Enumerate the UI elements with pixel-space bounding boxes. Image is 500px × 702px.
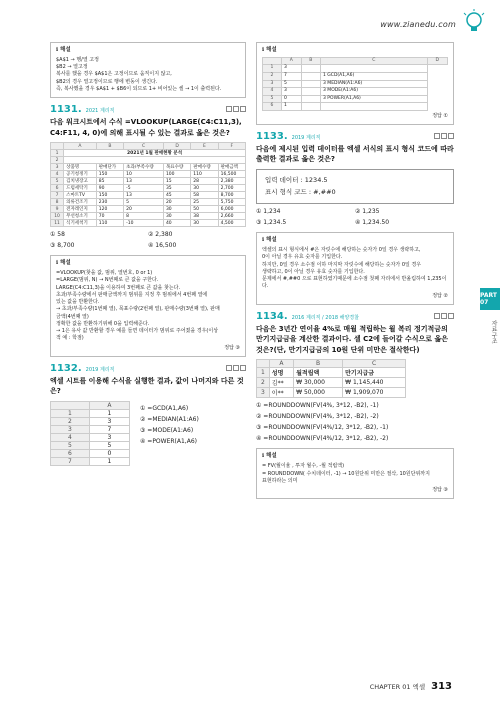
line: 금액(4번째 열): [56, 313, 89, 320]
line: =LARGE(범위, N) → N번째로 큰 값을 구한다.: [56, 277, 159, 284]
side-label: 자료구조: [490, 320, 497, 344]
cell: 45: [163, 192, 190, 199]
question-header-1131: [50, 104, 246, 115]
option[interactable]: ③ =MODE(A1:A6): [140, 426, 194, 434]
explanation-title: ℹ 해설: [262, 237, 277, 244]
table-row: 3 7: [51, 425, 130, 433]
cell: 6,000: [218, 206, 245, 213]
line: = FV(월이율 , 투자 월수, -월 적립액): [262, 463, 345, 470]
cell: 38: [191, 213, 218, 220]
cell: 35: [163, 185, 190, 192]
option[interactable]: ① =ROUNDDOWN(FV(4%, 3*12, -B2), -1): [256, 402, 379, 410]
sheet-title: 2021년 1월 판매현황 분석: [64, 150, 246, 157]
cell: 70: [96, 213, 123, 220]
row-header: 4: [263, 88, 282, 96]
cell: 3: [89, 417, 129, 425]
input-data-box: [256, 169, 454, 204]
explanation-title: ℹ 해설: [56, 260, 71, 267]
cell: 30: [191, 220, 218, 227]
check-boxes[interactable]: [434, 133, 454, 139]
cell: 150: [96, 171, 123, 178]
footer: [370, 681, 452, 692]
answer: 정답 ②: [432, 292, 448, 299]
question-year: 2019 계리직: [291, 134, 321, 141]
cell: -10: [124, 220, 164, 227]
question-header-1134: [256, 311, 454, 322]
cell: 85: [96, 178, 123, 185]
options-1131: [50, 231, 246, 249]
option[interactable]: ④ =POWER(A1,A6): [140, 437, 197, 445]
table-row: 4 공기청정기 150 10 100 110 16,500: [51, 171, 246, 178]
cell: 전자레인지: [64, 206, 97, 213]
cell: 28: [191, 178, 218, 185]
option[interactable]: ③ 8,700: [50, 242, 75, 250]
line: 복사를 했을 경우 $A$1은 고정이므로 움직이지 않고,: [56, 71, 172, 78]
table-row: [263, 103, 448, 111]
check-boxes[interactable]: [226, 365, 246, 371]
left-column: [50, 42, 246, 466]
line: → 초과/부족수량(1번째 열), 목표수량(2번째 열), 판매수량(3번째 열), 판매: [56, 306, 220, 313]
option[interactable]: ③ 1,234.5: [256, 219, 287, 227]
cell: [321, 103, 428, 111]
input-line: 입력 데이터 : 1234.5: [265, 175, 328, 184]
table-row: 6 0: [51, 449, 130, 457]
line: LARGE(C4:C11,3)을 이용하여 3번째로 큰 값을 찾는다.: [56, 284, 181, 291]
cell: 3 POWER(A1,A6): [321, 95, 428, 103]
line: =VLOOKUP(찾을 값, 범위, 열번호, 0 or 1): [56, 270, 153, 277]
table-row: 7 스마트TV 150 13 45 58 8,700: [51, 192, 246, 199]
cell: 스마트TV: [64, 192, 97, 199]
row-header: 2: [263, 73, 282, 81]
question-text: 엑셀 시트를 이용해 수식을 실행한 결과, 값이 나머지와 다른 것은?: [50, 376, 244, 396]
cell: 230: [96, 199, 123, 206]
table-row: 2 3: [51, 417, 130, 425]
site-url: www.zianedu.com: [380, 20, 456, 29]
cell: 20: [163, 199, 190, 206]
line: 하지만, 0일 경우 소수점 이하 마지막 자릿수에 해당하는 숫자가 0일 경우: [262, 261, 422, 268]
option[interactable]: ④ =ROUNDDOWN(FV(4%/12, 3*12, -B2), -2): [256, 435, 389, 443]
cell: 3: [89, 433, 129, 441]
table-row: 8 의류건조기 230 5 20 25 5,750: [51, 199, 246, 206]
cell: 1: [89, 409, 129, 417]
cell: 1: [89, 457, 129, 465]
explanation-box-5: [256, 448, 454, 499]
cell: 5: [89, 441, 129, 449]
table-row: 6 드럼세탁기 90 -5 35 30 2,700: [51, 185, 246, 192]
table-row: 1 1: [51, 409, 130, 417]
line: 생략하고, 0이 아닐 경우 유효 숫자를 기입한다.: [262, 268, 365, 275]
question-number: 1134.: [256, 310, 288, 322]
cell: 110: [96, 220, 123, 227]
answer: 정답 ③: [432, 487, 448, 494]
cell: 5: [124, 199, 164, 206]
cell: 4,500: [218, 220, 245, 227]
cell: 30: [191, 185, 218, 192]
cell: 30: [163, 213, 190, 220]
question-number: 1131.: [50, 104, 82, 116]
option[interactable]: ① 1,234: [256, 208, 281, 216]
chapter-label: CHAPTER 01 엑셀: [369, 683, 426, 691]
cell: 25: [191, 199, 218, 206]
cell: 16,500: [218, 171, 245, 178]
line: 즉, 복사했을 경우 $A$1 + $B6이 되므로 1+ 비어있는 셀 → 1이 출력된다.: [56, 85, 222, 92]
table-row: [263, 88, 448, 96]
cell: 2,660: [218, 213, 245, 220]
table-row: 10 무선청소기 70 8 30 38 2,660: [51, 213, 246, 220]
line: $B2 → 열고정: [56, 64, 88, 71]
question-text: 다음은 3년간 연이율 4%로 매월 적립하는 월 복리 정기적금의 만기지급금을 계산한 결과이다. 셀 C2에 들어갈 수식으로 옳은 것은?(단, 만기지급금의 10원 단위 미만은 절삭한다): [256, 324, 449, 354]
table-row: 4 3: [51, 433, 130, 441]
option[interactable]: ② =ROUNDDOWN(FV(4%, 3*12, -B2), -2): [256, 413, 379, 421]
question-header-1133: [256, 131, 454, 142]
cell: 5: [281, 80, 301, 88]
table-row: [263, 65, 448, 73]
option[interactable]: ② =MEDIAN(A1:A6): [140, 415, 199, 423]
question-year: 2019 계리직: [85, 366, 115, 373]
cell: 7: [281, 73, 301, 81]
table-row: 9 전자레인지 120 20 30 50 6,000: [51, 206, 246, 213]
cell: 50: [191, 206, 218, 213]
options-1132: [140, 405, 199, 466]
cell: 8,700: [218, 192, 245, 199]
option[interactable]: ① 58: [50, 231, 65, 239]
cell: 15: [163, 178, 190, 185]
sheet-1132: A 1 1 2 3 3 7 4 3 5 5 6 0 7 1: [50, 401, 130, 466]
right-column: [256, 42, 454, 499]
options-1134: [256, 402, 454, 442]
page-number: 313: [431, 681, 452, 692]
cell: 드럼세탁기: [64, 185, 97, 192]
table-row: [263, 73, 448, 81]
question-year: 2021 계리직: [85, 108, 115, 115]
line: = ROUNDDOWN( 수치데이터, -1) → 10원단위 미만은 절삭, 10원단위까지: [262, 470, 430, 477]
question-year: 2016 계리직 / 2018 해양경찰: [291, 314, 359, 321]
table-row: 5 5: [51, 441, 130, 449]
options-1133: [256, 208, 454, 226]
table-row: 5 김치냉장고 85 13 15 28 2,380: [51, 178, 246, 185]
cell: 3: [281, 65, 301, 73]
row-header: 3: [263, 80, 282, 88]
row-header: 5: [263, 95, 282, 103]
line: 정확한 값을 반환하기위해 0을 입력해준다.: [56, 320, 150, 327]
cell: 30: [163, 206, 190, 213]
option[interactable]: ④ 16,500: [148, 242, 177, 250]
question-number: 1132.: [50, 362, 82, 374]
explanation-title: ℹ 해설: [262, 453, 277, 460]
cell: 7: [89, 425, 129, 433]
cell: 58: [191, 192, 218, 199]
cell: 1: [281, 103, 301, 111]
line: $A$1 → 행/열 고정: [56, 56, 99, 63]
line: $B2의 경우 열고정이므로 행에 변동이 생긴다.: [56, 78, 158, 85]
cell: 식기세척기: [64, 220, 97, 227]
cell: 2,380: [218, 178, 245, 185]
line: 적 예 : 학점): [56, 335, 84, 342]
answer: 정답 ③: [224, 344, 240, 351]
option[interactable]: ② 2,380: [148, 231, 173, 239]
cell: 5,750: [218, 199, 245, 206]
answer: 정답 ①: [432, 112, 448, 119]
explanation-box-1: [50, 42, 246, 98]
question-number: 1133.: [256, 130, 288, 142]
cell: 3 MODE(A1:A6): [321, 88, 428, 96]
cell: 무선청소기: [64, 213, 97, 220]
cell: 100: [163, 171, 190, 178]
cell: 150: [96, 192, 123, 199]
line: 0이 아닐 경우 유효 숫자를 기입한다.: [262, 254, 343, 261]
cell: 3: [281, 88, 301, 96]
answer-sheet: A B C D 1 3 2 7 1 GCD(A1,A6) 3 5 3 MEDIAN(A1:A6) 4 3 3 MODE(A1:A6) 5 0 3 POWER(A1,A6) 6 1: [262, 57, 448, 111]
sales-sheet: A B C D E F 1 2021년 1월 판매현황 분석 2 3 상품명 판매단가 초과/부족수량 목표수량 판매수량 판매금액 4 공기청정기 150 10 100 110 16,500 5 김치냉장고 85 13 15 28 2,380 6 드럼세탁기 90 -5 35 30 2,700 7 스마트TV 150 13 45 58 8,700 8 의류건조기 230 5 20 25 5,750 9 전자레인지 120 20 30 50 6,000 10 무선청소기 70 8 30 38 2,660 11 식기세척기 110 -10 40 30 4,500: [50, 142, 246, 227]
code-line: 표시 형식 코드 : #,##0: [265, 187, 336, 196]
option[interactable]: ② 1,235: [355, 208, 380, 216]
question-text: 다음에 제시된 입력 데이터를 엑셀 서식의 표시 형식 코드에 따라 출력한 결과로 옳은 것은?: [256, 144, 454, 164]
explanation-box-2: [50, 255, 246, 357]
cell: 20: [124, 206, 164, 213]
savings-sheet: A B C 1 성명 월적립액 만기지급금 2 김** ₩ 30,000 ₩ 1,145,440 3 이** ₩ 50,000 ₩ 1,909,070: [256, 359, 406, 398]
line: → 1은 유사 값 반환할 경우 예를 들면 데이터가 범위로 주어졌을 경우(이상: [56, 328, 219, 335]
table-row: 11 식기세척기 110 -10 40 30 4,500: [51, 220, 246, 227]
cell: 120: [96, 206, 123, 213]
cell: 110: [191, 171, 218, 178]
line: 문제에서 #,##0 으로 표현하였기때문에 소수점 첫째 자리에서 반올림하여 1,235이다.: [262, 276, 447, 290]
option[interactable]: ④ 1,234.50: [355, 219, 390, 227]
line: 있는 값을 반환한다.: [56, 299, 100, 306]
check-boxes[interactable]: [434, 313, 454, 319]
cell: 10: [124, 171, 164, 178]
cell: 3 MEDIAN(A1:A6): [321, 80, 428, 88]
part-tag: PART 07: [480, 288, 500, 310]
line: 표현하라는 의미: [262, 477, 298, 484]
row-header: 1: [263, 65, 282, 73]
explanation-box-4: [256, 232, 454, 305]
check-boxes[interactable]: [226, 106, 246, 112]
table-row: 7 1: [51, 457, 130, 465]
cell: 40: [163, 220, 190, 227]
cell: 90: [96, 185, 123, 192]
lightbulb-icon: [460, 8, 488, 36]
cell: 8: [124, 213, 164, 220]
cell: 0: [89, 449, 129, 457]
cell: -5: [124, 185, 164, 192]
question-header-1132: [50, 363, 246, 374]
cell: 의류건조기: [64, 199, 97, 206]
option[interactable]: ③ =ROUNDDOWN(FV(4%/12, 3*12, -B2), -1): [256, 424, 389, 432]
cell: 공기청정기: [64, 171, 97, 178]
option[interactable]: ① =GCD(A1,A6): [140, 404, 189, 412]
cell: 1 GCD(A1,A6): [321, 73, 428, 81]
line: 초과/부족수량에서 판매금액까지 범위를 지정 후 범위에서 4번째 열에: [56, 291, 208, 298]
question-text: 다음 워크시트에서 수식 =VLOOKUP(LARGE(C4:C11,3), C4:F11, 4, 0)에 의해 표시될 수 있는 결과로 옳은 것은?: [50, 118, 242, 137]
explanation-title: ℹ 해설: [262, 47, 277, 53]
cell: 13: [124, 178, 164, 185]
cell: 2,700: [218, 185, 245, 192]
table-row: [263, 80, 448, 88]
cell: [321, 65, 428, 73]
explanation-title: ℹ 해설: [56, 47, 71, 53]
line: 엑셀의 표시 형식에서 #은 자릿수에 해당하는 숫자가 0일 경우 생략하고,: [262, 247, 421, 254]
table-row: [263, 95, 448, 103]
cell: 김치냉장고: [64, 178, 97, 185]
cell: 0: [281, 95, 301, 103]
explanation-box-3: [256, 42, 454, 125]
cell: 13: [124, 192, 164, 199]
row-header: 6: [263, 103, 282, 111]
